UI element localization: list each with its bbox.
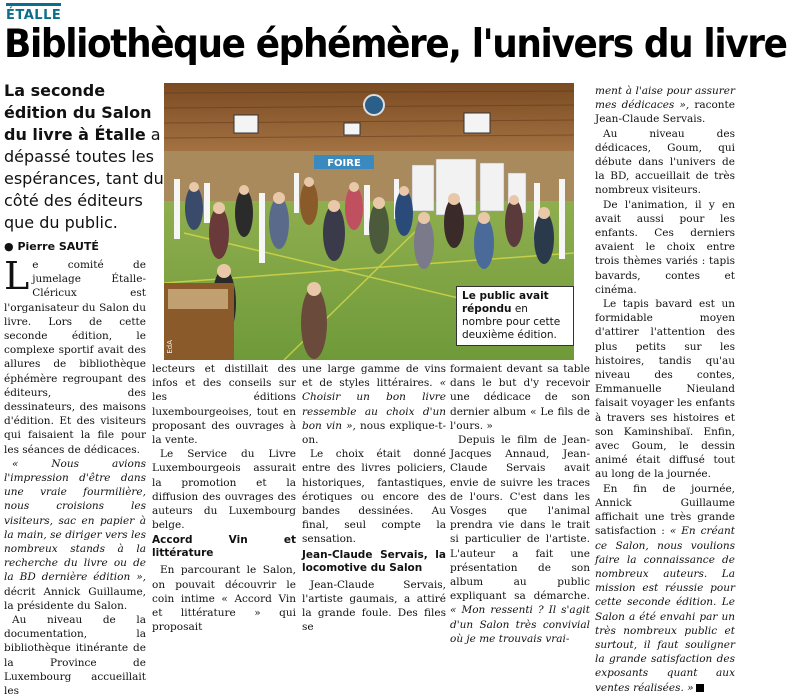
quote: ment à l'aise pour assurer mes dédicaces », xyxy=(595,85,735,112)
column-5 xyxy=(595,84,735,695)
lead-bold: La seconde édition du Salon du livre à Étalle xyxy=(4,81,152,144)
paragraph: formaient devant sa table dans le but d'y recevoir une dédicace de son dernier album « Le fils de l'ours. » xyxy=(450,363,590,432)
paragraph-text: e comité de jumelage Étalle-Cléricux est l'organisateur du Salon du livre. Lors de cette seconde édition, le complexe sportif avait des allures de bibliothèque éphémère regroupant des éditeurs, des dessinateurs, des maisons d'édition. Et des visiteurs qui faisaient la file pour les séances de dédicaces. xyxy=(4,259,146,456)
paragraph-text: décrit Annick Guillaume, la présidente du Salon. xyxy=(4,585,146,612)
paragraph: Au niveau des dédicaces, Goum, qui débute dans l'univers de la BD, accueillait de très nombreux visiteurs. xyxy=(595,127,735,197)
lead-rest: a dépassé toutes les espérances, tant du côté des éditeurs que du public. xyxy=(4,125,164,232)
paragraph: Le tapis bavard est un formidable moyen d'attirer l'attention des plus petits sur les histoires, tandis qu'au niveau des contes, Emmanuelle Nieuland faisait voyager les enfants à travers ses histoires et son Kaminshibaï. Enfin, avec Goum, le dessin animé était diffusé tout au long de la journée. xyxy=(595,298,735,481)
paragraph: En parcourant le Salon, on pouvait découvrir le coin intime « Accord Vin et littérature » qui proposait xyxy=(152,564,296,634)
paragraph xyxy=(4,457,146,613)
paragraph: De l'animation, il y en avait aussi pour les enfants. Ces derniers avaient le choix entre trois thèmes variés : tapis bavards, contes et cinéma. xyxy=(595,198,735,296)
photo-credit: EdA xyxy=(166,340,174,354)
photo-caption xyxy=(456,286,574,346)
quote: « En créant ce Salon, nous voulions faire la connaissance de nombreux auteurs. La mission est réussie pour cette seconde édition. Le Salon a été envahi par un très nombreux public et surtout, il faut souligner la grande satisfaction des exposants quant aux ventes réalisées. » xyxy=(595,525,735,694)
caption-bold: Le public avait répondu xyxy=(462,290,549,315)
paragraph xyxy=(4,254,146,457)
paragraph xyxy=(302,362,446,447)
paragraph-text: En fin de journée, Annick Guillaume affichait une très grande satisfaction : xyxy=(595,482,735,538)
column-3 xyxy=(302,362,446,634)
author-name: Pierre SAUTÉ xyxy=(17,240,99,253)
paragraph-text: raconte Jean-Claude Servais. xyxy=(595,99,735,126)
caption-rest: en nombre pour cette deuxième édition. xyxy=(462,303,561,341)
section-label: ÉTALLE xyxy=(6,3,61,23)
end-mark xyxy=(696,684,704,692)
paragraph: Jean-Claude Servais, l'artiste gaumais, a attiré la grande foule. Des files se xyxy=(302,578,446,634)
subheading: Accord Vin et littérature xyxy=(152,534,296,560)
paragraph: Le choix était donné entre des livres policiers, historiques, fantastiques, érotiques ou encore des bandes dessinées. Au final, seul compte la sensation. xyxy=(302,448,446,546)
paragraph: lecteurs et distillait des infos et des conseils sur les éditions luxembourgeoises, tout en proposant des ouvrages à la vente. xyxy=(152,363,296,447)
paragraph xyxy=(595,84,735,127)
paragraph-text: une large gamme de vins et de styles littéraires. xyxy=(302,363,446,390)
column-4 xyxy=(450,362,590,646)
paragraph: Le Service du Livre Luxembourgeois assurait la promotion et la diffusion des ouvrages des auteurs du Luxembourg belge. xyxy=(152,448,296,532)
column-2 xyxy=(152,362,296,634)
paragraph-text: Depuis le film de Jean-Jacques Annaud, Jean-Claude Servais avait envie de suivre les traces de l'ours. C'est dans les Vosges que l'animal prendra vie dans le trait si particulier de l'artiste. L'auteur a fait une présentation de son album au public expliquant sa démarche. xyxy=(450,434,590,603)
drop-cap: L xyxy=(4,254,30,298)
quote: « Mon ressenti ? Il s'agit d'un Salon très convivial où je me trouvais vrai- xyxy=(450,604,590,645)
byline: ● Pierre SAUTÉ xyxy=(4,240,99,253)
paragraph xyxy=(595,482,735,695)
quote: « Nous avions l'impression d'être dans une vraie fourmilière, nous croisions les visiteurs, sac en papier à la main, se diriger vers les nombreux stands à la recherche du livre ou de la BD dernière édition », xyxy=(4,457,146,584)
headline: Bibliothèque éphémère, l'univers du livre xyxy=(4,22,787,67)
quote: « Choisir un bon livre ressemble au choix d'un bon vin », xyxy=(302,377,446,432)
paragraph xyxy=(450,433,590,646)
paragraph: Au niveau de la documentation, la bibliothèque itinérante de la Province de Luxembourg accueillait les xyxy=(4,614,146,698)
foire-sign: FOIRE xyxy=(327,158,361,169)
subheading: Jean-Claude Servais, la locomotive du Salon xyxy=(302,548,446,574)
column-1 xyxy=(4,254,146,698)
paragraph-text: nous explique-t-on. xyxy=(302,419,446,447)
lead-paragraph xyxy=(4,80,164,234)
